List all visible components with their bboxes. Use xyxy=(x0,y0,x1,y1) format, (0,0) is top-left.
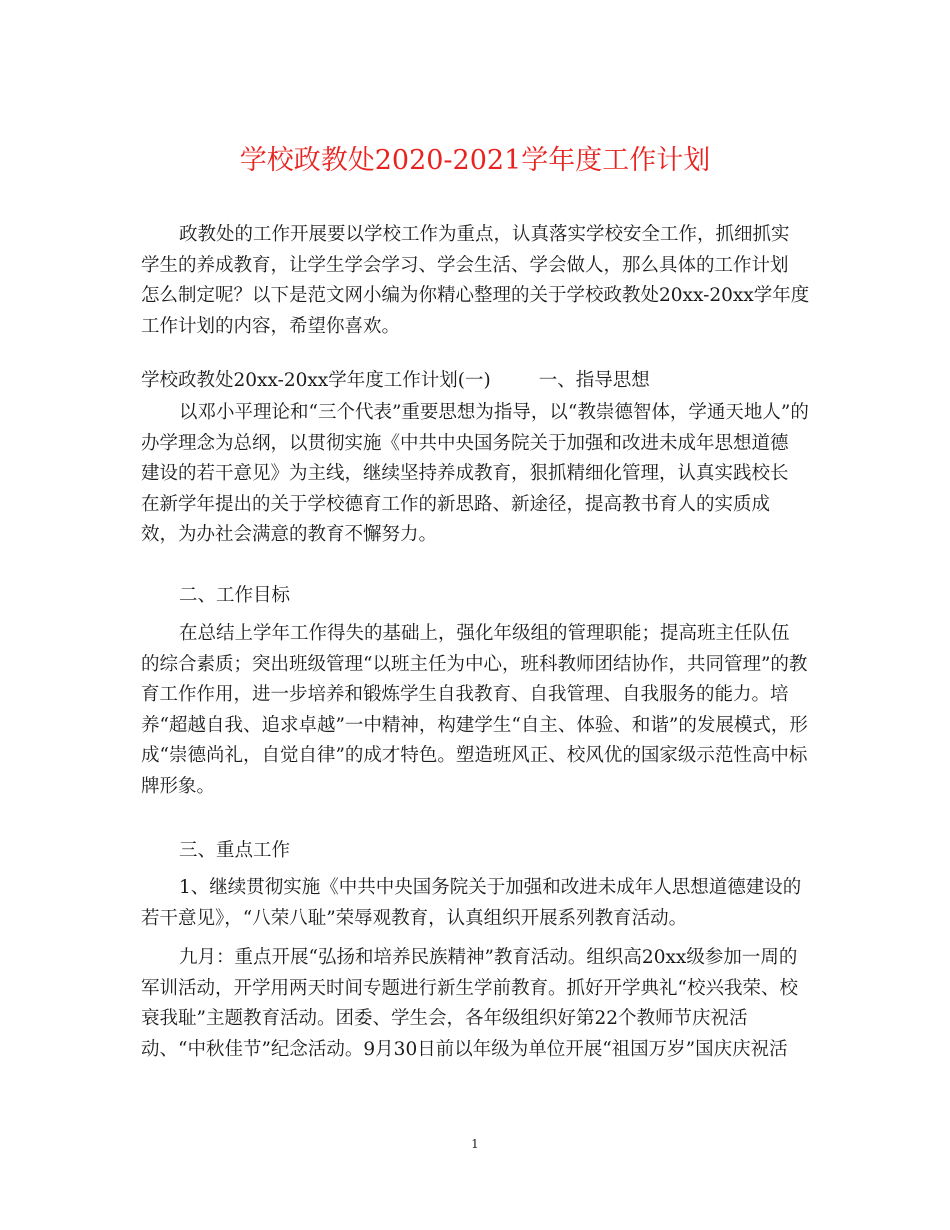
text-line: 养“超越自我、追求卓越”一中精神，构建学生“自主、体验、和谐”的发展模式，形 xyxy=(141,714,808,736)
text-line: 若干意见》，“八荣八耻”荣辱观教育，认真组织开展系列教育活动。 xyxy=(141,907,688,929)
text-line: 的综合素质；突出班级管理“以班主任为中心，班科教师团结协作，共同管理”的教 xyxy=(141,653,808,675)
text-line: 衰我耻”主题教育活动。团委、学生会，各年级组织好第22个教师节庆祝活 xyxy=(141,1008,748,1029)
text-line: 工作计划的内容，希望你喜欢。 xyxy=(141,315,401,337)
section-heading-guiding-ideology: 一、指导思想 xyxy=(538,370,650,391)
key-work-item-1 xyxy=(141,873,813,934)
text-line: 效，为办社会满意的教育不懈努力。 xyxy=(141,524,438,545)
plan-heading: 学校政教处20xx-20xx学年度工作计划(一) xyxy=(141,370,491,391)
text-line: 在新学年提出的关于学校德育工作的新思路、新途径，提高教书育人的实质成 xyxy=(141,493,771,515)
text-line: 1、继续贯彻实施《中共中央国务院关于加强和改进未成年人思想道德建设的 xyxy=(179,877,802,898)
text-line: 动、“中秋佳节”纪念活动。9月30日前以年级为单位开展“祖国万岁”国庆庆祝活 xyxy=(141,1038,788,1060)
document-title: 学校政教处2020-2021学年度工作计划 xyxy=(239,145,711,176)
september-paragraph xyxy=(141,943,813,1065)
text-line: 政教处的工作开展要以学校工作为重点，认真落实学校安全工作，抓细抓实 xyxy=(179,224,790,245)
section-heading-goals: 二、工作目标 xyxy=(179,585,291,606)
section-heading-goals-block xyxy=(141,581,813,612)
text-line: 在总结上学年工作得失的基础上，强化年级组的管理职能；提高班主任队伍 xyxy=(179,623,790,644)
text-line: 怎么制定呢？以下是范文网小编为你精心整理的关于学校政教处20xx-20xx学年度 xyxy=(141,285,810,306)
text-line: 成“崇德尚礼，自觉自律”的成才特色。塑造班风正、校风优的国家级示范性高中标 xyxy=(141,745,808,766)
text-line: 建设的若干意见》为主线，继续坚持养成教育，狠抓精细化管理，认真实践校长 xyxy=(141,463,789,484)
section-heading-key-work-block xyxy=(141,836,813,867)
section-heading-key-work: 三、重点工作 xyxy=(179,840,291,861)
text-line: 办学理念为总纲，以贯彻实施《中共中央国务院关于加强和改进未成年思想道德 xyxy=(141,432,789,454)
page-number: 1 xyxy=(471,1137,479,1151)
text-line: 九月：重点开展“弘扬和培养民族精神”教育活动。组织高20xx级参加一周的 xyxy=(179,947,798,968)
plan-heading-row xyxy=(141,366,813,397)
text-line: 牌形象。 xyxy=(141,775,216,797)
guiding-ideology-paragraph xyxy=(141,398,813,551)
text-line: 学生的养成教育，让学生学会学习、学会生活、学会做人，那么具体的工作计划 xyxy=(141,254,789,276)
heading-line xyxy=(141,366,813,397)
text-line: 军训活动，开学用两天时间专题进行新生学前教育。抓好开学典礼“校兴我荣、校 xyxy=(141,977,798,999)
intro-paragraph xyxy=(141,220,813,342)
text-line: 育工作作用，进一步培养和锻炼学生自我教育、自我管理、自我服务的能力。培 xyxy=(141,684,789,705)
goals-paragraph xyxy=(141,619,813,802)
text-line: 以邓小平理论和“三个代表”重要思想为指导，以“教崇德智体，学通天地人”的 xyxy=(179,402,809,423)
